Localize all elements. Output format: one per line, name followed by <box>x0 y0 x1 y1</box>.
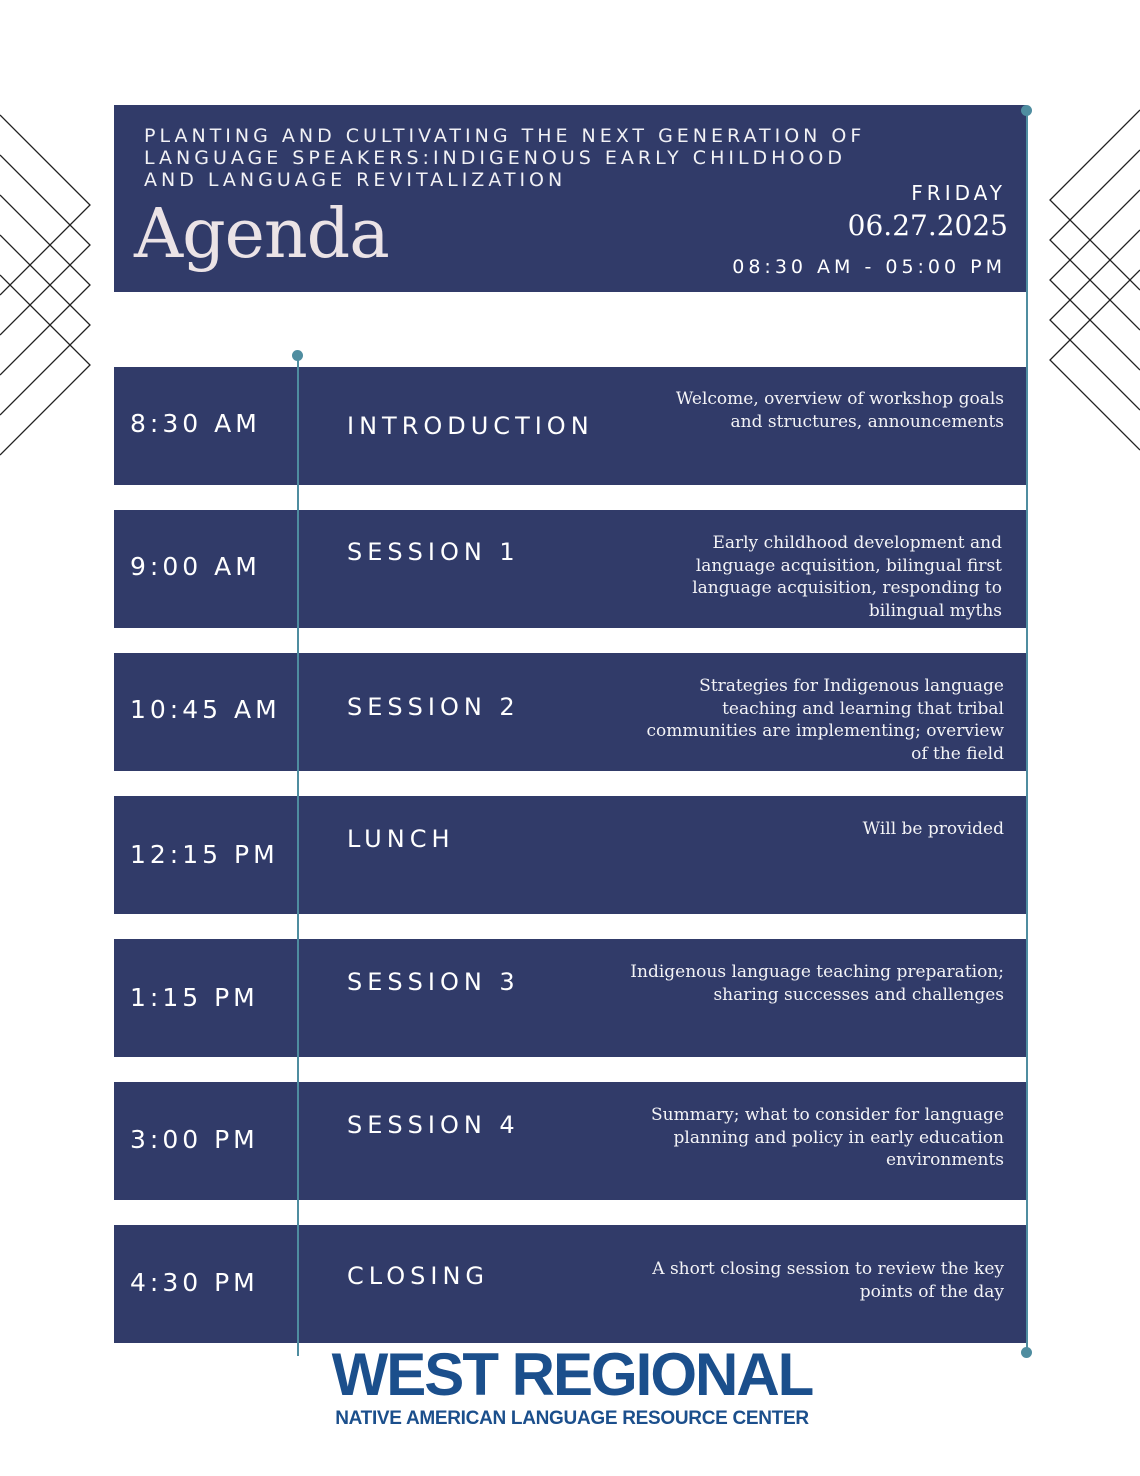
agenda-description: Will be provided <box>862 819 1004 839</box>
agenda-header <box>114 105 1026 292</box>
agenda-session: INTRODUCTION <box>347 412 594 440</box>
agenda-description: Welcome, overview of workshop goals and structures, announcements <box>675 389 1004 432</box>
agenda-description: Strategies for Indigenous language teaching and learning that tribal communities are implementing; overview of the field <box>646 676 1004 764</box>
agenda-session: SESSION 2 <box>347 693 520 721</box>
agenda-row-session-4 <box>114 1082 1026 1200</box>
event-day: FRIDAY <box>911 181 1006 205</box>
agenda-session: SESSION 4 <box>347 1111 520 1139</box>
agenda-description: Summary; what to consider for language planning and policy in early education environments <box>651 1105 1004 1170</box>
timeline-dot-left-top <box>292 350 303 361</box>
agenda-description: Indigenous language teaching preparation; sharing successes and challenges <box>630 962 1004 1005</box>
right-lattice-decoration <box>1045 105 1140 465</box>
agenda-description: A short closing session to review the key points of the day <box>652 1259 1004 1302</box>
event-subtitle: PLANTING AND CULTIVATING THE NEXT GENERATION OF LANGUAGE SPEAKERS:INDIGENOUS EARLY CHILDHOOD AND LANGUAGE REVITALIZATION <box>144 125 866 191</box>
logo-tagline: NATIVE AMERICAN LANGUAGE RESOURCE CENTER <box>335 1408 809 1429</box>
timeline-line-right <box>1026 110 1028 1354</box>
event-date: 06.27.2025 <box>847 209 1008 242</box>
organization-logo <box>316 1342 828 1430</box>
agenda-row-introduction <box>114 367 1026 485</box>
agenda-row-session-1 <box>114 510 1026 628</box>
page-title: Agenda <box>134 195 389 274</box>
agenda-time: 9:00 AM <box>130 552 261 581</box>
logo-name: WEST REGIONAL <box>331 1341 813 1408</box>
agenda-row-closing <box>114 1225 1026 1343</box>
agenda-time: 3:00 PM <box>130 1125 259 1154</box>
agenda-session: SESSION 3 <box>347 968 520 996</box>
agenda-time: 10:45 AM <box>130 695 281 724</box>
agenda-row-session-3 <box>114 939 1026 1057</box>
timeline-dot-right-top <box>1021 105 1032 116</box>
agenda-time: 8:30 AM <box>130 409 261 438</box>
agenda-row-session-2 <box>114 653 1026 771</box>
agenda-session: LUNCH <box>347 825 455 853</box>
agenda-session: SESSION 1 <box>347 538 520 566</box>
agenda-description: Early childhood development and language acquisition, bilingual first language acquisition, responding to bilingual myths <box>692 533 1002 621</box>
agenda-time: 12:15 PM <box>130 840 279 869</box>
agenda-session: CLOSING <box>347 1262 490 1290</box>
agenda-row-lunch <box>114 796 1026 914</box>
event-time-range: 08:30 AM - 05:00 PM <box>732 256 1006 278</box>
agenda-time: 1:15 PM <box>130 983 259 1012</box>
left-lattice-decoration <box>0 105 95 465</box>
timeline-line-left <box>297 356 299 1356</box>
agenda-time: 4:30 PM <box>130 1268 259 1297</box>
timeline-dot-right-bottom <box>1021 1347 1032 1358</box>
